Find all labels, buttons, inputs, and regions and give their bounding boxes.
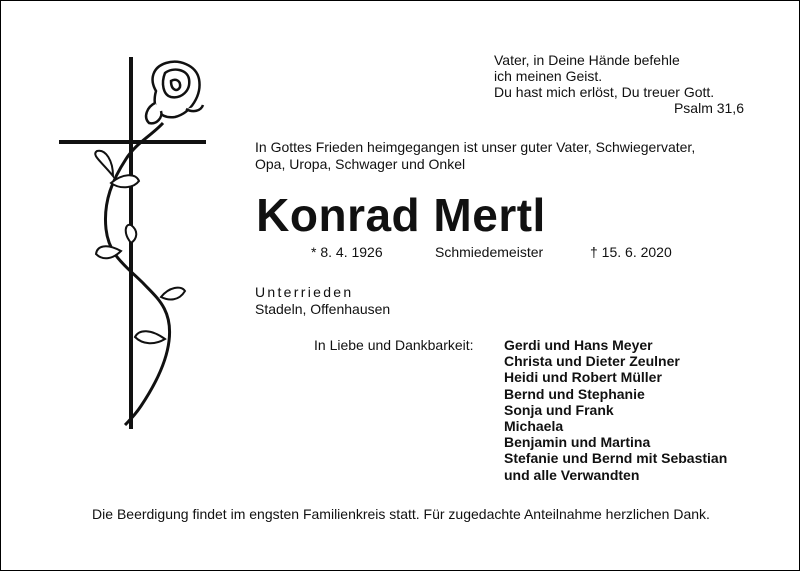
deceased-name: Konrad Mertl [256, 189, 546, 241]
bible-verse [494, 52, 744, 116]
mourner-name: Christa und Dieter Zeulner [504, 353, 680, 370]
mourner-name: Michaela [504, 418, 564, 435]
mourner-name: Gerdi und Hans Meyer [504, 337, 653, 353]
announcement-line: In Gottes Frieden heimgegangen ist unser guter Vater, Schwiegervater, [255, 139, 696, 155]
mourner-name: Sonja und Frank [504, 401, 614, 418]
announcement-text [255, 139, 755, 173]
mourners-list [504, 337, 727, 483]
verse-line: Du hast mich erlöst, Du treuer Gott. [494, 84, 715, 100]
other-places: Stadeln, Offenhausen [255, 301, 391, 317]
verse-reference: Psalm 31,6 [673, 100, 744, 116]
birth-date: * 8. 4. 1926 [311, 244, 383, 260]
announcement-line: Opa, Uropa, Schwager und Onkel [255, 156, 466, 172]
mourner-name: Benjamin und Martina [504, 434, 651, 451]
mourners-label: In Liebe und Dankbarkeit: [314, 337, 474, 353]
mourner-name: Stefanie und Bernd mit Sebastian [504, 450, 728, 467]
mourner-name: Heidi und Robert Müller [504, 369, 662, 386]
place-block [255, 284, 390, 318]
verse-line: Vater, in Deine Hände befehle [494, 52, 680, 68]
village-name: Unterrieden [255, 284, 354, 300]
funeral-note: Die Beerdigung findet im engsten Familienkreis statt. Für zugedachte Anteilnahme herzlichen Dank. [92, 506, 710, 522]
death-date: † 15. 6. 2020 [590, 244, 672, 260]
mourner-name: Bernd und Stephanie [504, 385, 645, 402]
occupation: Schmiedemeister [435, 244, 544, 260]
verse-line: ich meinen Geist. [494, 68, 603, 84]
mourner-name: und alle Verwandten [504, 466, 640, 483]
